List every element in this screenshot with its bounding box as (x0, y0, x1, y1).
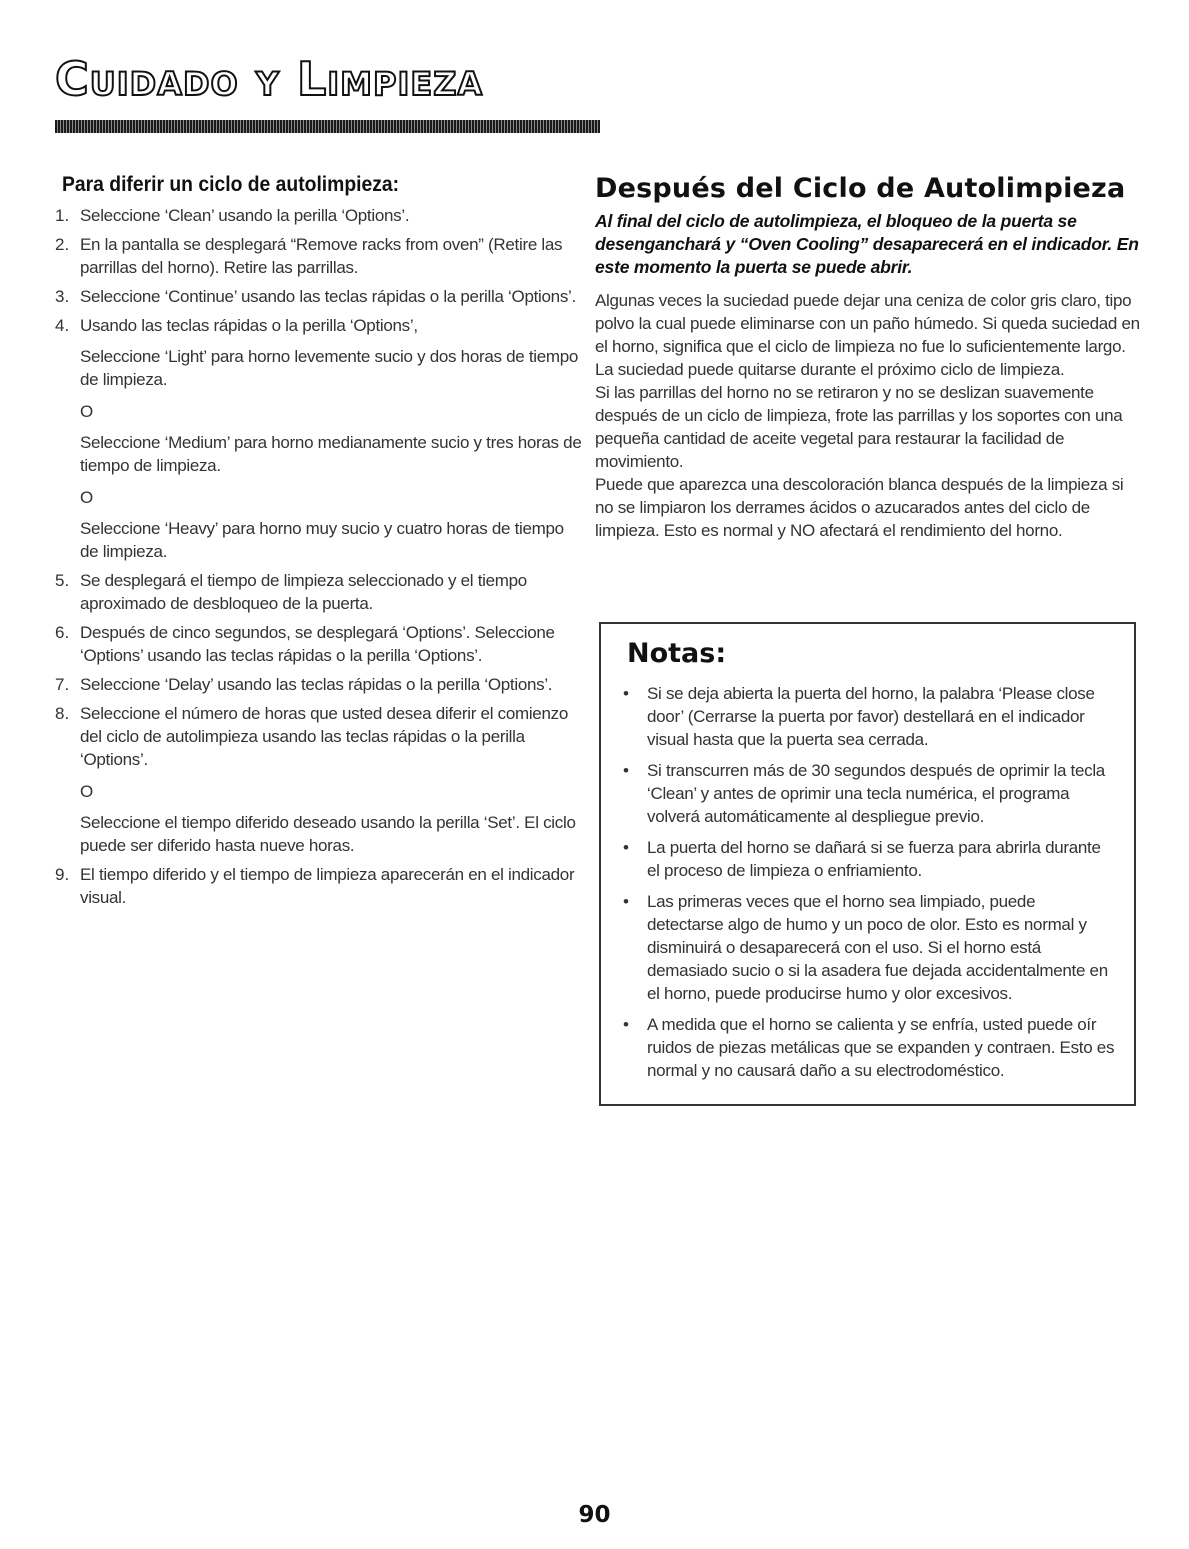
step-number: 2. (55, 235, 70, 254)
step-number: 8. (55, 704, 70, 723)
note-text: Las primeras veces que el horno sea limpiado, puede detectarse algo de humo y un poco de olor. Esto es normal y disminuirá o desaparecerá con el uso. Si el horno está demasiado sucio o si la asadera fue dejada accidentalmente en el horno, puede producirse humo y olor excesivos. (647, 892, 1108, 1003)
or-separator: O (80, 488, 93, 507)
list-item (55, 702, 585, 857)
left-column (55, 172, 585, 915)
paragraph: Puede que aparezca una descoloración blanca después de la limpieza si no se limpiaron los derrames ácidos o azucarados antes del ciclo de limpieza. Esto es normal y NO afectará el rendimiento del horno. (595, 475, 1124, 540)
list-item (55, 863, 585, 909)
or-separator: O (80, 782, 93, 801)
after-cycle-intro: Al final del ciclo de autolimpieza, el bloqueo de la puerta se desenganchará y “Oven Cooling” desaparecerá en el indicador. En este momento la puerta se puede abrir. (595, 211, 1139, 277)
list-item (619, 890, 1116, 1005)
list-item (55, 233, 585, 279)
list-item (619, 682, 1116, 751)
page-number: 90 (578, 1502, 611, 1528)
step-number: 9. (55, 865, 70, 884)
step-text: Después de cinco segundos, se desplegará ‘Options’. Seleccione ‘Options’ usando las teclas rápidas o la perilla ‘Options’. (80, 623, 555, 665)
step-text: En la pantalla se desplegará “Remove racks from oven” (Retire las parrillas del horno). Retire las parrillas. (80, 235, 563, 277)
right-column (595, 172, 1140, 542)
list-item (55, 204, 585, 227)
step-text: Usando las teclas rápidas o la perilla ‘Options’, (80, 316, 418, 335)
note-text: La puerta del horno se dañará si se fuerza para abrirla durante el proceso de limpieza o enfriamiento. (647, 838, 1101, 880)
list-item (619, 759, 1116, 828)
bullet-icon: • (623, 892, 629, 911)
step-option-heavy: Seleccione ‘Heavy’ para horno muy sucio y cuatro horas de tiempo de limpieza. (80, 519, 564, 561)
step-number: 5. (55, 571, 70, 590)
notes-list (619, 682, 1116, 1082)
step-text: Seleccione el número de horas que usted desea diferir el comienzo del ciclo de autolimpieza usando las teclas rápidas o la perilla ‘Options’. (80, 704, 568, 769)
page-title: Cuidado y Limpieza (55, 52, 484, 106)
bullet-icon: • (623, 838, 629, 857)
step-option-set: Seleccione el tiempo diferido deseado usando la perilla ‘Set’. El ciclo puede ser diferido hasta nueve horas. (80, 813, 576, 855)
notes-box (599, 622, 1136, 1106)
bullet-icon: • (623, 1015, 629, 1034)
step-number: 4. (55, 316, 70, 335)
step-number: 3. (55, 287, 70, 306)
delay-steps-list (55, 204, 585, 909)
title-underline-rule (55, 120, 600, 133)
list-item (55, 285, 585, 308)
paragraph: Si las parrillas del horno no se retiraron y no se deslizan suavemente después de un ciclo de limpieza, frote las parrillas y los soportes con una pequeña cantidad de aceite vegetal para restaurar la facilidad de movimiento. (595, 383, 1123, 471)
list-item (55, 569, 585, 615)
step-number: 7. (55, 675, 70, 694)
step-option-light: Seleccione ‘Light’ para horno levemente sucio y dos horas de tiempo de limpieza. (80, 347, 579, 389)
list-item (55, 621, 585, 667)
bullet-icon: • (623, 684, 629, 703)
step-text: El tiempo diferido y el tiempo de limpieza aparecerán en el indicador visual. (80, 865, 575, 907)
list-item (55, 673, 585, 696)
delay-cycle-heading: Para diferir un ciclo de autolimpieza: (62, 173, 400, 196)
note-text: A medida que el horno se calienta y se enfría, usted puede oír ruidos de piezas metálicas que se expanden y contraen. Esto es normal y no causará daño a su electrodoméstico. (647, 1015, 1115, 1080)
notes-title: Notas: (627, 638, 727, 669)
paragraph: Algunas veces la suciedad puede dejar una ceniza de color gris claro, tipo polvo la cual puede eliminarse con un paño húmedo. Si queda suciedad en el horno, significa que el ciclo de limpieza no fue lo suficientemente largo. La suciedad puede quitarse durante el próximo ciclo de limpieza. (595, 291, 1140, 379)
step-text: Seleccione ‘Delay’ usando las teclas rápidas o la perilla ‘Options’. (80, 675, 553, 694)
note-text: Si se deja abierta la puerta del horno, la palabra ‘Please close door’ (Cerrarse la puerta por favor) destellará en el indicador visual hasta que la puerta sea cerrada. (647, 684, 1095, 749)
list-item (55, 314, 585, 563)
list-item (619, 836, 1116, 882)
note-text: Si transcurren más de 30 segundos después de oprimir la tecla ‘Clean’ y antes de oprimir una tecla numérica, el programa volverá automáticamente al despliegue previo. (647, 761, 1105, 826)
or-separator: O (80, 402, 93, 421)
step-text: Seleccione ‘Continue’ usando las teclas rápidas o la perilla ‘Options’. (80, 287, 576, 306)
after-cycle-heading: Después del Ciclo de Autolimpieza (595, 173, 1126, 204)
step-number: 6. (55, 623, 70, 642)
list-item (619, 1013, 1116, 1082)
step-text: Seleccione ‘Clean’ usando la perilla ‘Options’. (80, 206, 410, 225)
step-text: Se desplegará el tiempo de limpieza seleccionado y el tiempo aproximado de desbloqueo de la puerta. (80, 571, 527, 613)
bullet-icon: • (623, 761, 629, 780)
step-number: 1. (55, 206, 70, 225)
step-option-medium: Seleccione ‘Medium’ para horno medianamente sucio y tres horas de tiempo de limpieza. (80, 433, 582, 475)
